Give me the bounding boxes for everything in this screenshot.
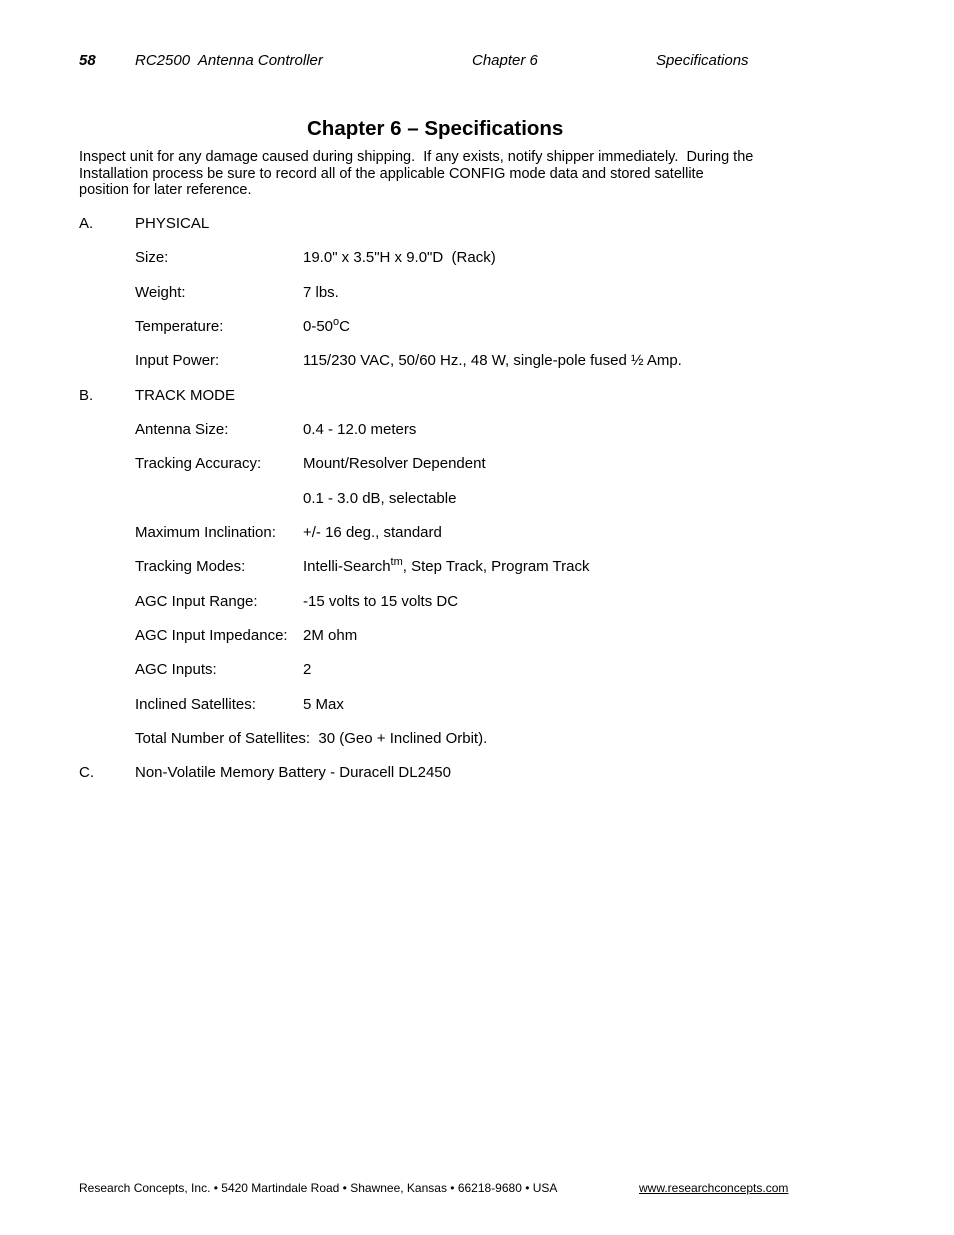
spec-value-tracking-accuracy-db: 0.1 - 3.0 dB, selectable: [303, 490, 457, 507]
spec-total-satellites: Total Number of Satellites: 30 (Geo + Inclined Orbit).: [135, 730, 488, 747]
spec-label-weight: Weight:: [135, 284, 186, 301]
spec-value-max-inclination: +/- 16 deg., standard: [303, 524, 442, 541]
trademark-symbol: tm: [390, 556, 403, 568]
intro-line: position for later reference.: [79, 182, 252, 198]
header-doc-title: RC2500 Antenna Controller: [135, 52, 323, 69]
spec-label-antenna-size: Antenna Size:: [135, 421, 229, 438]
footer-address: Research Concepts, Inc. • 5420 Martindale Road • Shawnee, Kansas • 66218-9680 • USA: [79, 1181, 558, 1195]
page-title: Chapter 6 – Specifications: [307, 117, 564, 140]
spec-label-input-power: Input Power:: [135, 352, 220, 369]
spec-value-tracking-modes: [303, 558, 590, 575]
tracking-mode-name: Intelli-Search: [303, 558, 391, 575]
section-a-letter: A.: [79, 215, 94, 232]
intro-paragraph: [79, 149, 839, 199]
footer-website-link[interactable]: www.researchconcepts.com: [639, 1181, 789, 1195]
degree-symbol: o: [333, 316, 340, 328]
section-c-text: Non-Volatile Memory Battery - Duracell DL2450: [135, 764, 451, 781]
spec-value-agc-inputs: 2: [303, 661, 312, 678]
spec-value-tracking-accuracy: Mount/Resolver Dependent: [303, 455, 486, 472]
spec-value-antenna-size: 0.4 - 12.0 meters: [303, 421, 417, 438]
spec-label-temperature: Temperature:: [135, 318, 224, 335]
spec-label-agc-input-impedance: AGC Input Impedance:: [135, 627, 288, 644]
spec-value-size: 19.0" x 3.5"H x 9.0"D (Rack): [303, 249, 496, 266]
spec-value-inclined-satellites: 5 Max: [303, 696, 344, 713]
spec-label-inclined-satellites: Inclined Satellites:: [135, 696, 256, 713]
spec-label-tracking-accuracy: Tracking Accuracy:: [135, 455, 262, 472]
temperature-unit: C: [339, 318, 350, 335]
spec-value-temperature: [303, 318, 350, 335]
section-b-letter: B.: [79, 387, 94, 404]
section-b-heading: TRACK MODE: [135, 387, 236, 404]
spec-value-agc-input-range: -15 volts to 15 volts DC: [303, 593, 459, 610]
spec-label-agc-input-range: AGC Input Range:: [135, 593, 258, 610]
intro-line: Installation process be sure to record all of the applicable CONFIG mode data and stored satellite: [79, 165, 704, 182]
spec-value-weight: 7 lbs.: [303, 284, 339, 301]
spec-label-size: Size:: [135, 249, 169, 266]
spec-value-agc-input-impedance: 2M ohm: [303, 627, 358, 644]
section-c-letter: C.: [79, 764, 94, 781]
spec-label-max-inclination: Maximum Inclination:: [135, 524, 276, 541]
spec-value-input-power: 115/230 VAC, 50/60 Hz., 48 W, single-pole fused ½ Amp.: [303, 352, 682, 369]
header-section: Specifications: [656, 52, 749, 69]
spec-label-agc-inputs: AGC Inputs:: [135, 661, 217, 678]
page-number: 58: [79, 52, 96, 69]
tracking-mode-others: , Step Track, Program Track: [402, 558, 590, 575]
temperature-range: 0-50: [303, 318, 334, 335]
spec-label-tracking-modes: Tracking Modes:: [135, 558, 246, 575]
section-a-heading: PHYSICAL: [135, 215, 210, 232]
intro-line: Inspect unit for any damage caused during shipping. If any exists, notify shipper immediately. During the: [79, 149, 754, 165]
header-chapter: Chapter 6: [472, 52, 538, 69]
